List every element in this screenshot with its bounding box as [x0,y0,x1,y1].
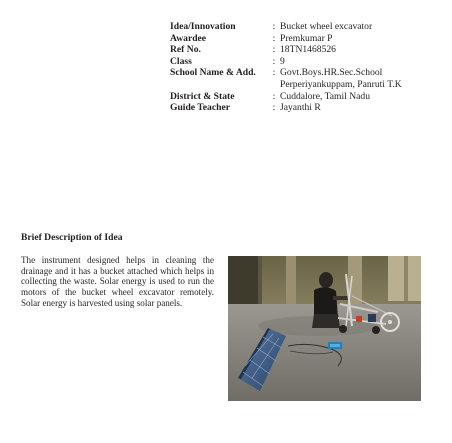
detail-label: District & State [170,90,235,102]
detail-label: Guide Teacher [170,102,230,114]
project-photo [228,256,421,401]
detail-colon: : [272,21,276,32]
detail-row-district [170,91,440,103]
detail-colon: : [272,44,276,56]
detail-row-guide [170,102,440,114]
detail-row-awardee [170,33,440,45]
detail-row-school [170,67,440,79]
description-paragraph: The instrument designed helps in cleaning the drainage and it has a bucket attached which helps in collecting the waste. Solar energy is used to run the motors of the bucket wheel excavator remotely. Solar energy is harvested using solar panels. [21,255,214,308]
detail-value: 9 [280,55,285,67]
detail-label: Ref No. [170,44,201,56]
detail-value: Jayanthi R [280,102,321,114]
detail-colon: : [272,55,276,67]
detail-value: Govt.Boys.HR.Sec.School [280,67,383,79]
detail-label: Awardee [170,32,207,44]
detail-colon: : [272,32,276,44]
section-heading: Brief Description of Idea [21,232,123,243]
detail-row-class [170,56,440,68]
detail-value: Premkumar P [280,32,333,44]
detail-label: Idea/Innovation [170,21,236,32]
detail-colon: : [272,102,276,114]
detail-row-ref [170,44,440,56]
detail-value: Perperiyankuppam, Panruti T.K [280,78,402,90]
detail-row-idea [170,21,440,33]
detail-label: School Name & Add. [170,67,256,79]
detail-colon: : [272,90,276,102]
detail-value: Bucket wheel excavator [280,21,373,32]
detail-colon: : [272,67,276,79]
detail-row-school-address [170,79,440,91]
photo-student-with-excavator-model-icon [228,256,421,401]
detail-value: Cuddalore, Tamil Nadu [280,90,371,102]
detail-label: Class [170,55,192,67]
detail-value: 18TN1468526 [280,44,336,56]
award-details-table [170,21,440,114]
